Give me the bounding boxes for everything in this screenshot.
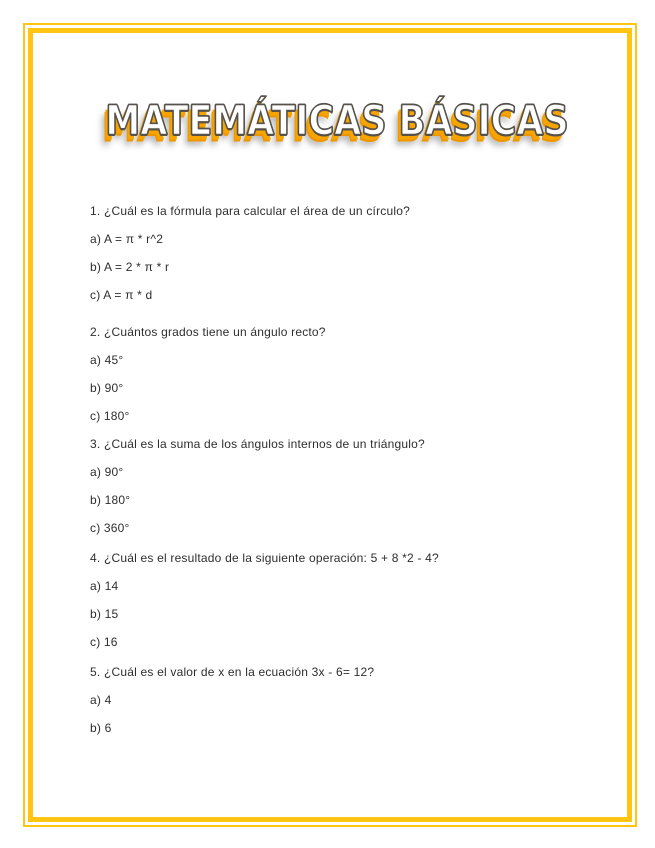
question-text: 3. ¿Cuál es la suma de los ángulos internos de un triángulo?: [90, 437, 425, 451]
page-title: MATEMÁTICAS BÁSICAS: [105, 98, 569, 146]
question-option: a) 4: [90, 693, 112, 707]
page-content: [36, 36, 624, 814]
question-option: a) 14: [90, 579, 119, 593]
question-option: b) A = 2 * π * r: [90, 260, 170, 274]
question-text: 1. ¿Cuál es la fórmula para calcular el área de un círculo?: [90, 204, 410, 218]
question-option: b) 15: [90, 607, 119, 621]
question-option: a) A = π * r^2: [90, 232, 164, 246]
question-text: 4. ¿Cuál es el resultado de la siguiente operación: 5 + 8 *2 - 4?: [90, 551, 439, 565]
question-option: c) 16: [90, 635, 118, 649]
question-block-1: [90, 204, 584, 303]
question-block-5: [90, 665, 584, 736]
question-block-3: [90, 437, 584, 536]
question-block-4: [90, 551, 584, 650]
question-option: c) 360°: [90, 521, 130, 535]
quiz-body: [90, 204, 584, 736]
question-option: a) 90°: [90, 465, 124, 479]
question-block-2: [90, 325, 584, 424]
question-text: 2. ¿Cuántos grados tiene un ángulo recto?: [90, 325, 326, 339]
question-option: b) 180°: [90, 493, 131, 507]
question-option: b) 90°: [90, 381, 124, 395]
question-option: c) 180°: [90, 409, 130, 423]
question-option: a) 45°: [90, 353, 124, 367]
question-option: b) 6: [90, 721, 112, 735]
question-option: c) A = π * d: [90, 288, 153, 302]
question-text: 5. ¿Cuál es el valor de x en la ecuación 3x - 6= 12?: [90, 665, 375, 679]
